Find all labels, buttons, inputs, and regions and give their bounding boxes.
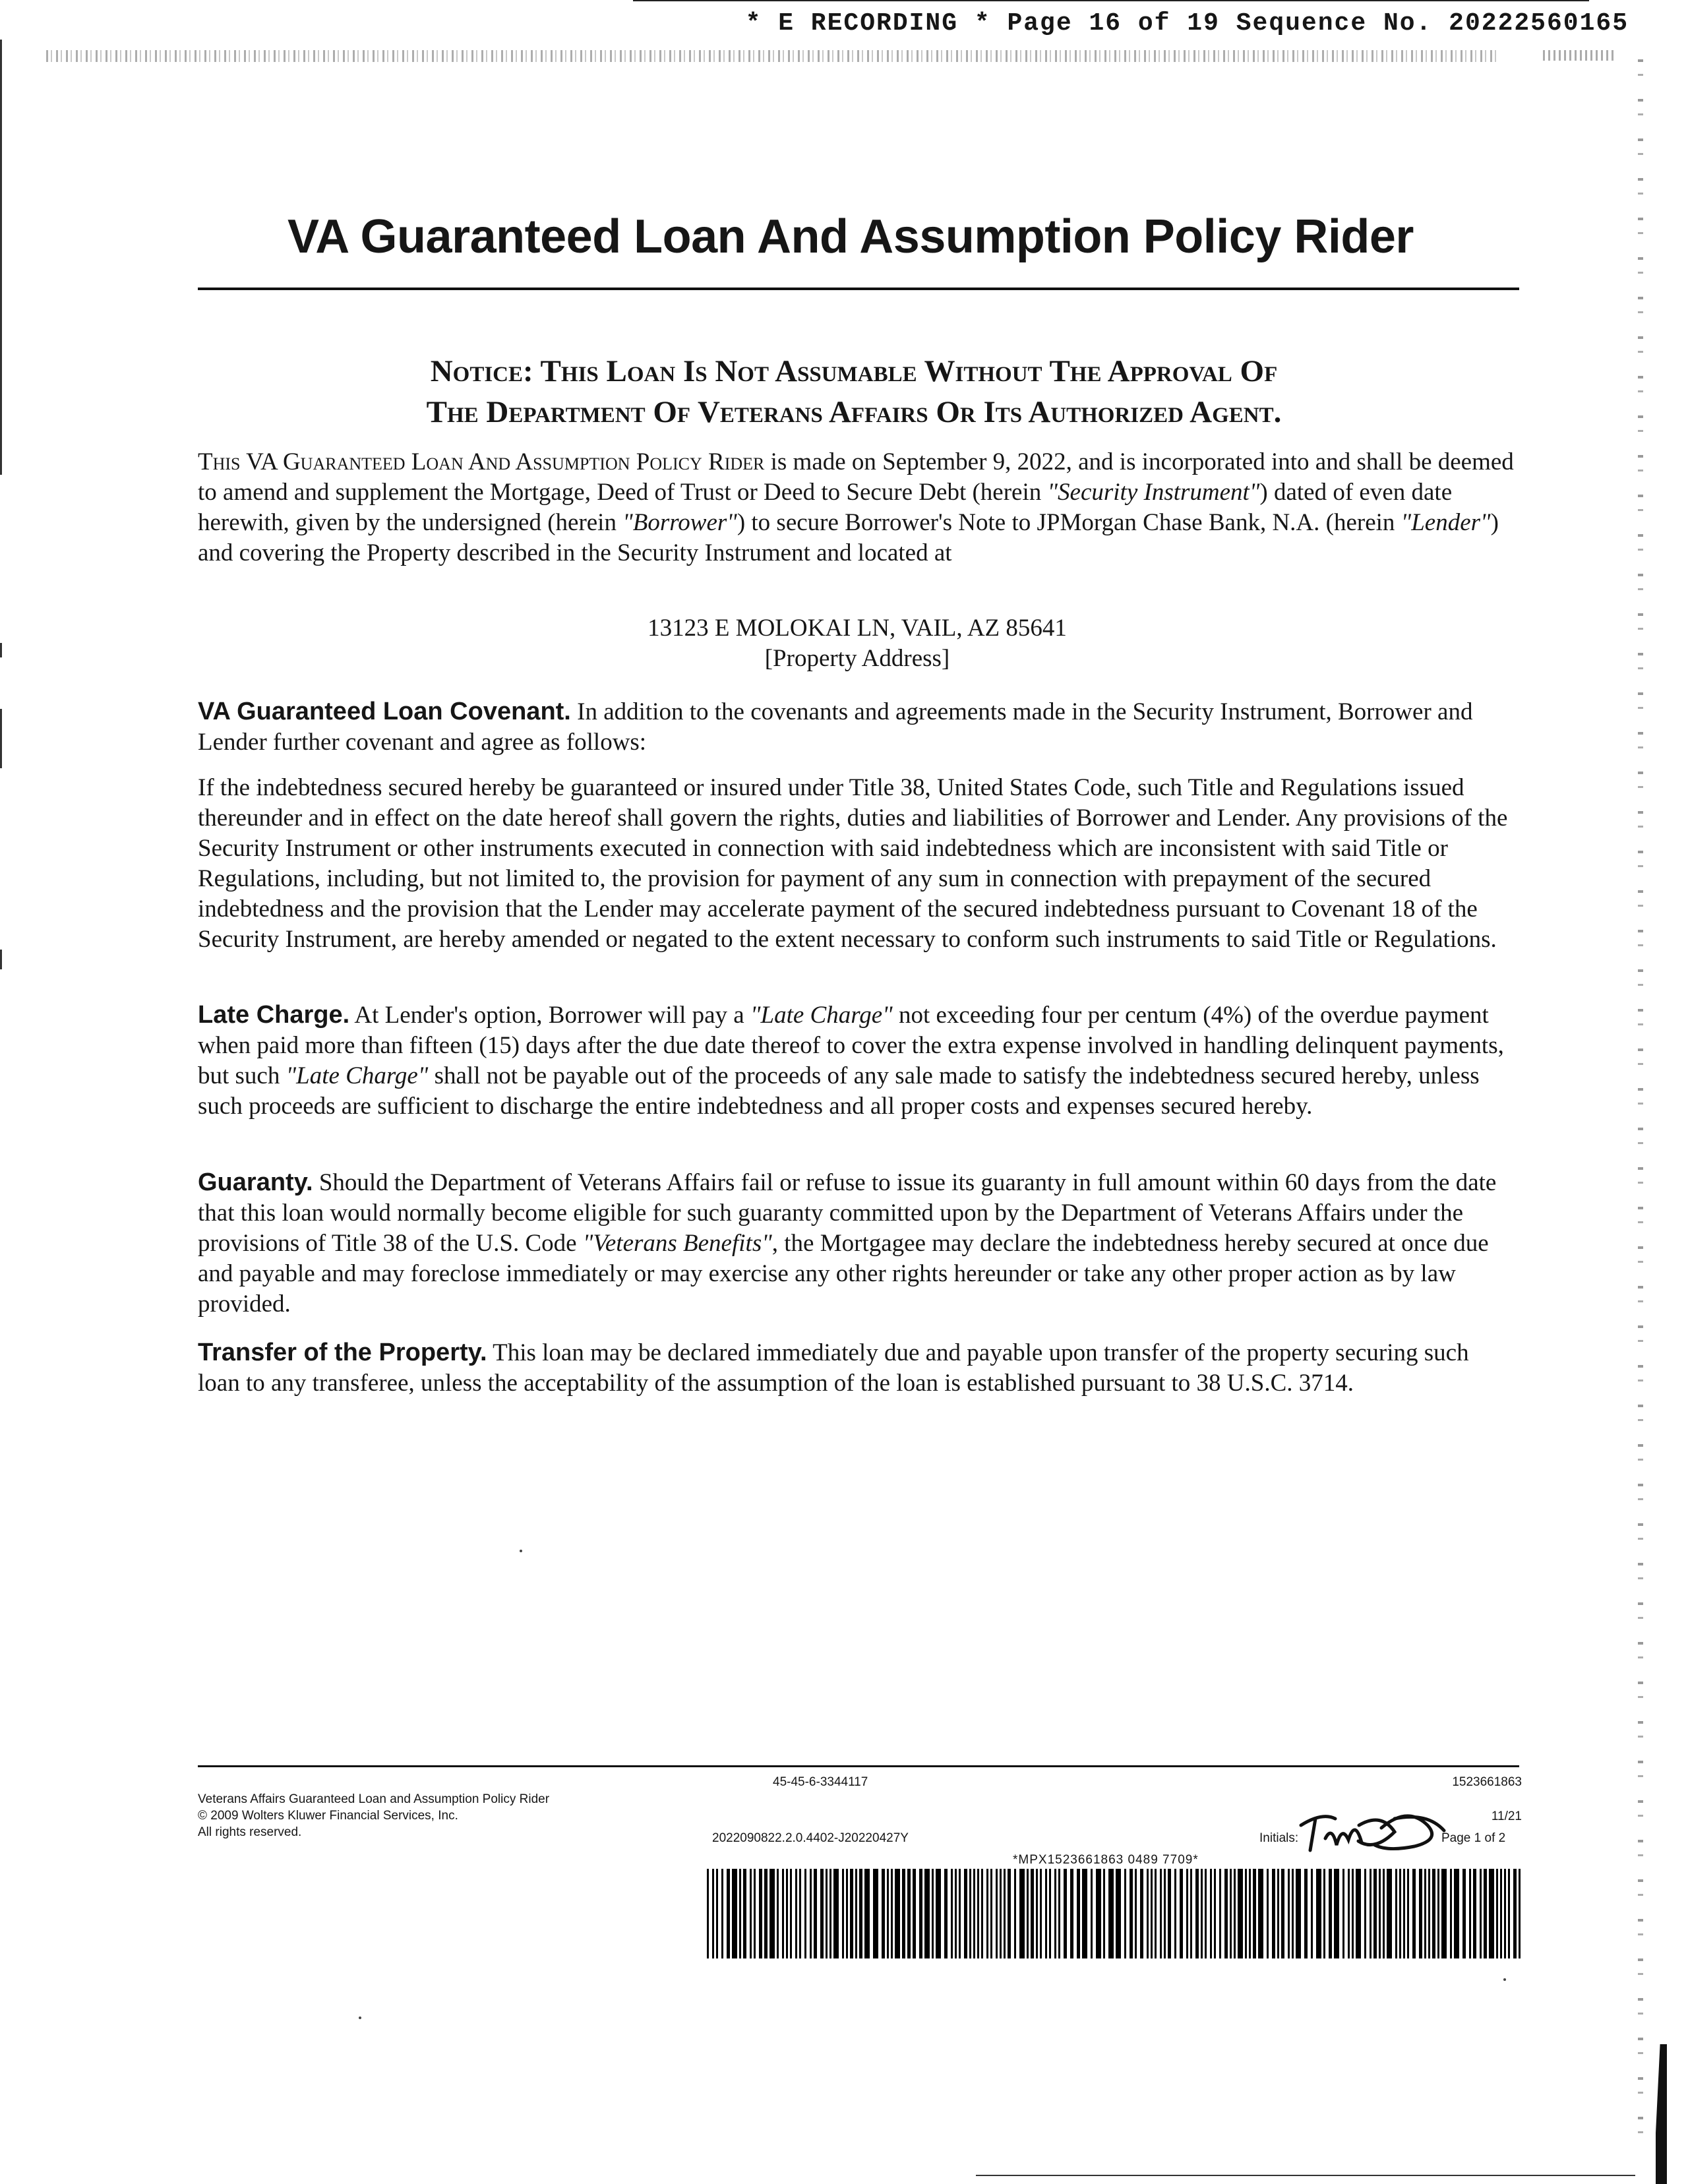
barcode-bar [1395,1869,1397,1958]
barcode-bar [1399,1869,1401,1958]
barcode-bar [1316,1869,1321,1958]
scan-left-mark [0,950,2,969]
barcode-bar [1387,1869,1392,1958]
barcode-bar [873,1869,878,1958]
barcode-bar [1432,1869,1435,1958]
barcode-bar [1195,1869,1199,1958]
barcode-bar [1014,1869,1016,1958]
barcode-bar [1064,1869,1067,1958]
barcode-bar [855,1869,857,1958]
barcode-bar [1116,1869,1121,1958]
property-address-label: [Property Address] [764,645,950,672]
barcode-bar [1504,1869,1506,1958]
transfer-text: This loan may be declared immediately due and payable upon transfer of the property securing such loan to any transferee, unless the acceptability of the assumption of the loan is established pursuant to 38 U.S.C. 3714. [198,1339,1469,1397]
barcode-bar [1049,1869,1051,1958]
scan-speck [520,1550,522,1552]
barcode-bar [1473,1869,1476,1958]
barcode-bar [1296,1869,1301,1958]
barcode-bar [1224,1869,1228,1958]
barcode-bar [1272,1869,1275,1958]
term-borrower: "Borrower" [622,509,737,536]
scan-left-mark [0,643,2,657]
barcode-bar [907,1869,911,1958]
barcode-bar [1004,1869,1006,1958]
barcode-bar [959,1869,961,1958]
barcode-bar [955,1869,957,1958]
scan-edge-line [633,0,1589,1]
intro-text-1: is made on September 9, 2022, and is incorporated into and shall be deemed to amend and supplement the Mortgage, Deed of Trust or Deed to Secure Debt (herein [198,448,1514,506]
barcode-bar [743,1869,746,1958]
barcode-bar [1480,1869,1482,1958]
scan-left-mark [0,709,2,768]
barcode-bar [782,1869,784,1958]
barcode-bar [1496,1869,1498,1958]
footer-rule [198,1765,1519,1767]
footer-page-number: Page 1 of 2 [1441,1831,1506,1845]
barcode-bar [727,1869,730,1958]
barcode-bar [1450,1869,1452,1958]
barcode-bar [1379,1869,1381,1958]
scan-right-bar [1650,2044,1667,2184]
transfer-heading: Transfer of the Property. [198,1339,487,1366]
barcode-bar [1356,1869,1361,1958]
barcode-bar [936,1869,941,1958]
barcode-bar [964,1869,967,1958]
footer-revision: 11/21 [1491,1809,1522,1823]
barcode-bar [1234,1869,1236,1958]
barcode-bar [1140,1869,1143,1958]
barcode-bar [1147,1869,1149,1958]
barcode-bar [1164,1869,1166,1958]
barcode-bar [891,1869,893,1958]
barcode-bar [1186,1869,1188,1958]
barcode-bar [1258,1869,1263,1958]
barcode-bar [1201,1869,1203,1958]
covenant-paragraph [198,696,1517,758]
barcode-bar [1190,1869,1192,1958]
barcode-bar [1437,1869,1439,1958]
barcode-bar [1238,1869,1243,1958]
barcode-bar [1096,1869,1101,1958]
barcode-bar [919,1869,922,1958]
barcode-bar [1407,1869,1409,1958]
barcode-bar [1441,1869,1447,1958]
barcode-bar [1419,1869,1422,1958]
barcode-bar [1489,1869,1494,1958]
barcode-bar [1054,1869,1056,1958]
intro-text-2: ) dated of even date herewith, given by the undersigned (herein [198,479,1453,536]
barcode-bar [973,1869,975,1958]
barcode-bar [1334,1869,1339,1958]
barcode-bar [1130,1869,1133,1958]
barcode-bar [1082,1869,1087,1958]
guaranty-text-2: , the Mortgagee may declare the indebtedness hereby secured at once due and payable and may foreclose immediately or may exercise any other rights hereunder or take any other proper action as by law provided. [198,1230,1489,1318]
scan-left-edge [0,40,2,475]
barcode-bar [1424,1869,1426,1958]
barcode-bar [1462,1869,1466,1958]
barcode-bar [895,1869,900,1958]
notice-line-1: Notice: This Loan Is Not Assumable Without The Approval Of [430,354,1278,388]
scan-right-edge [1638,59,1643,2137]
barcode-bar [887,1869,889,1958]
notice-block [198,351,1510,433]
barcode-bar [1454,1869,1459,1958]
barcode-bar [750,1869,752,1958]
barcode-bar [1484,1869,1487,1958]
term-late-charge: "Late Charge" [286,1062,429,1089]
barcode-bar [1077,1869,1080,1958]
barcode-bar [1519,1869,1521,1958]
barcode-bar [786,1869,788,1958]
barcode-bar [716,1869,718,1958]
barcode-bar [1058,1869,1060,1958]
barcode-bar [820,1869,824,1958]
barcode-bar [1323,1869,1325,1958]
barcode-bar [1364,1869,1366,1958]
scan-speck [359,2017,361,2019]
barcode-bar [1304,1869,1308,1958]
scan-bottom-edge [976,2175,1635,2176]
barcode-bar [1249,1869,1251,1958]
barcode-bar [1040,1869,1042,1958]
barcode-bar [833,1869,839,1958]
barcode-bar [1500,1869,1502,1958]
intro-lead: This VA Guaranteed Loan And Assumption Policy Rider [198,448,765,475]
notice-line-2: The Department Of Veterans Affairs Or Its Authorized Agent. [426,395,1282,429]
barcode-bar [814,1869,817,1958]
barcode-bar [1155,1869,1157,1958]
barcode-bar [712,1869,714,1958]
barcode-bar [1281,1869,1284,1958]
barcode-bar [721,1869,723,1958]
barcode [707,1869,1524,1958]
scan-noise-strip [46,50,1497,62]
barcode-bar [804,1869,806,1958]
barcode-bar [951,1869,953,1958]
late-charge-text-1: At Lender's option, Borrower will pay a [349,1002,750,1029]
term-veterans-benefits: "Veterans Benefits" [582,1230,772,1257]
barcode-bar [969,1869,971,1958]
barcode-bar [1267,1869,1269,1958]
barcode-bar [1210,1869,1212,1958]
transfer-paragraph [198,1337,1517,1399]
initials-label: Initials: [1259,1831,1299,1845]
barcode-bar [1135,1869,1137,1958]
guaranty-paragraph [198,1167,1517,1320]
barcode-bar [1008,1869,1011,1958]
barcode-bar [1124,1869,1126,1958]
barcode-bar [790,1869,792,1958]
barcode-bar [1373,1869,1377,1958]
barcode-bar [1469,1869,1471,1958]
footer-loan-number: 45-45-6-3344117 [773,1775,868,1789]
barcode-bar [1245,1869,1247,1958]
barcode-bar [1219,1869,1221,1958]
barcode-bar [1288,1869,1290,1958]
guaranty-text-1: Should the Department of Veterans Affairs fail or refuse to issue its guaranty in full amount within 60 days from the date that this loan would normally become eligible for such guaranty committed upon by the Department of Veterans Affairs under the provisions of Title 38 of the U.S. Code [198,1169,1497,1257]
initials-signature [1296,1799,1447,1858]
barcode-bar [1311,1869,1313,1958]
barcode-bar [1277,1869,1279,1958]
covenant-body: If the indebtedness secured hereby be guaranteed or insured under Title 38, United States Code, such Title and Regulations issued thereunder and in effect on the date hereof shall govern the rights, duties and liabilities of Borrower and Lender. Any provisions of the Security Instrument or other instruments executed in connection with said indebtedness which are inconsistent with said Title or Regulations, including, but not limited to, the provision for payment of any sum in connection with prepayment of the secured indebtedness and the provision that the Lender may accelerate payment of the secured indebtedness pursuant to Covenant 18 of the Security Instrument, are hereby amended or negated to the extent necessary to conform such instruments to said Title or Regulations. [198,774,1508,953]
barcode-bar [777,1869,779,1958]
recording-header: * E RECORDING * Page 16 of 19 Sequence No. 20222560165 [745,9,1629,38]
barcode-bar [850,1869,853,1958]
footer-form-name: Veterans Affairs Guaranteed Loan and Assumption Policy Rider [198,1792,550,1806]
intro-paragraph [198,447,1517,568]
guaranty-heading: Guaranty. [198,1168,313,1196]
barcode-bar [1000,1869,1002,1958]
scan-noise-strip [1543,50,1615,61]
term-security-instrument: "Security Instrument" [1047,479,1260,506]
barcode-bar [1348,1869,1350,1958]
late-charge-heading: Late Charge. [198,1001,350,1029]
barcode-bar [842,1869,844,1958]
barcode-bar [1214,1869,1216,1958]
barcode-bar [826,1869,828,1958]
barcode-bar [1019,1869,1025,1958]
barcode-bar [1370,1869,1372,1958]
footer-copyright: © 2009 Wolters Kluwer Financial Services, Inc. [198,1809,458,1823]
covenant-lead: In addition to the covenants and agreements made in the Security Instrument, Borrower and Lender further covenant and agree as follows: [198,698,1473,756]
barcode-bar [1168,1869,1171,1958]
barcode-bar [859,1869,862,1958]
scan-speck [1503,1978,1506,1981]
barcode-bar [1230,1869,1232,1958]
barcode-bar [769,1869,775,1958]
barcode-bar [1031,1869,1034,1958]
barcode-bar [799,1869,801,1958]
barcode-bar [864,1869,870,1958]
barcode-bar [882,1869,885,1958]
late-charge-text-3: shall not be payable out of the proceeds of any sale made to satisfy the indebtedness secured hereby, unless such proceeds are sufficient to discharge the entire indebtedness and all proper costs and expenses secured hereby. [198,1062,1480,1120]
barcode-bar [1151,1869,1153,1958]
barcode-bar [1352,1869,1354,1958]
barcode-bar [707,1869,709,1958]
footer-document-number: 1523661863 [1452,1775,1522,1789]
barcode-bar [1253,1869,1256,1958]
barcode-bar [1027,1869,1029,1958]
barcode-bar [1329,1869,1332,1958]
barcode-bar [1103,1869,1105,1958]
barcode-bar [1205,1869,1207,1958]
barcode-bar [1180,1869,1183,1958]
property-address: 13123 E MOLOKAI LN, VAIL, AZ 85641 [648,615,1067,642]
barcode-bar [1508,1869,1510,1958]
footer-form-code: 2022090822.2.0.4402-J20220427Y [712,1831,909,1845]
barcode-bar [795,1869,797,1958]
term-lender: "Lender" [1401,509,1491,536]
property-address-block [198,613,1517,674]
barcode-bar [996,1869,998,1958]
barcode-bar [924,1869,930,1958]
barcode-bar [732,1869,737,1958]
intro-text-3: ) to secure Borrower's Note to JPMorgan Chase Bank, N.A. (herein [737,509,1401,536]
barcode-bar [1403,1869,1405,1958]
barcode-bar [1036,1869,1038,1958]
document-title: VA Guaranteed Loan And Assumption Policy Rider [287,210,1414,263]
barcode-bar [846,1869,848,1958]
barcode-bar [754,1869,756,1958]
term-late-charge: "Late Charge" [750,1002,893,1029]
barcode-bar [981,1869,983,1958]
late-charge-text-2: not exceeding four per centum (4%) of the overdue payment when paid more than fifteen (15) days after the due date thereof to cover the extra expense involved in handling delinquent payments, but such [198,1002,1504,1089]
title-rule [198,288,1519,290]
barcode-bar [759,1869,762,1958]
barcode-bar [1070,1869,1073,1958]
footer-rights: All rights reserved. [198,1825,302,1839]
barcode-bar [1412,1869,1416,1958]
barcode-bar [1045,1869,1047,1958]
barcode-bar [1160,1869,1162,1958]
barcode-bar [986,1869,988,1958]
barcode-bar [810,1869,812,1958]
barcode-bar [764,1869,768,1958]
barcode-bar [1292,1869,1294,1958]
barcode-bar [1428,1869,1430,1958]
barcode-bar [1342,1869,1344,1958]
barcode-bar [829,1869,831,1958]
barcode-bar [1108,1869,1114,1958]
covenant-heading: VA Guaranteed Loan Covenant. [198,698,571,725]
barcode-bar [977,1869,979,1958]
barcode-bar [913,1869,916,1958]
barcode-bar [990,1869,992,1958]
barcode-bar [1383,1869,1385,1958]
intro-text-4: ) and covering the Property described in the Security Instrument and located at [198,509,1499,566]
barcode-bar [944,1869,948,1958]
footer-form-info [198,1791,549,1840]
barcode-bar [1513,1869,1517,1958]
barcode-bar [1091,1869,1093,1958]
barcode-text: *MPX1523661863 0489 7709* [1013,1853,1199,1867]
barcode-bar [739,1869,741,1958]
late-charge-paragraph [198,1000,1517,1122]
barcode-bar [902,1869,905,1958]
barcode-bar [932,1869,934,1958]
barcode-bar [1174,1869,1176,1958]
